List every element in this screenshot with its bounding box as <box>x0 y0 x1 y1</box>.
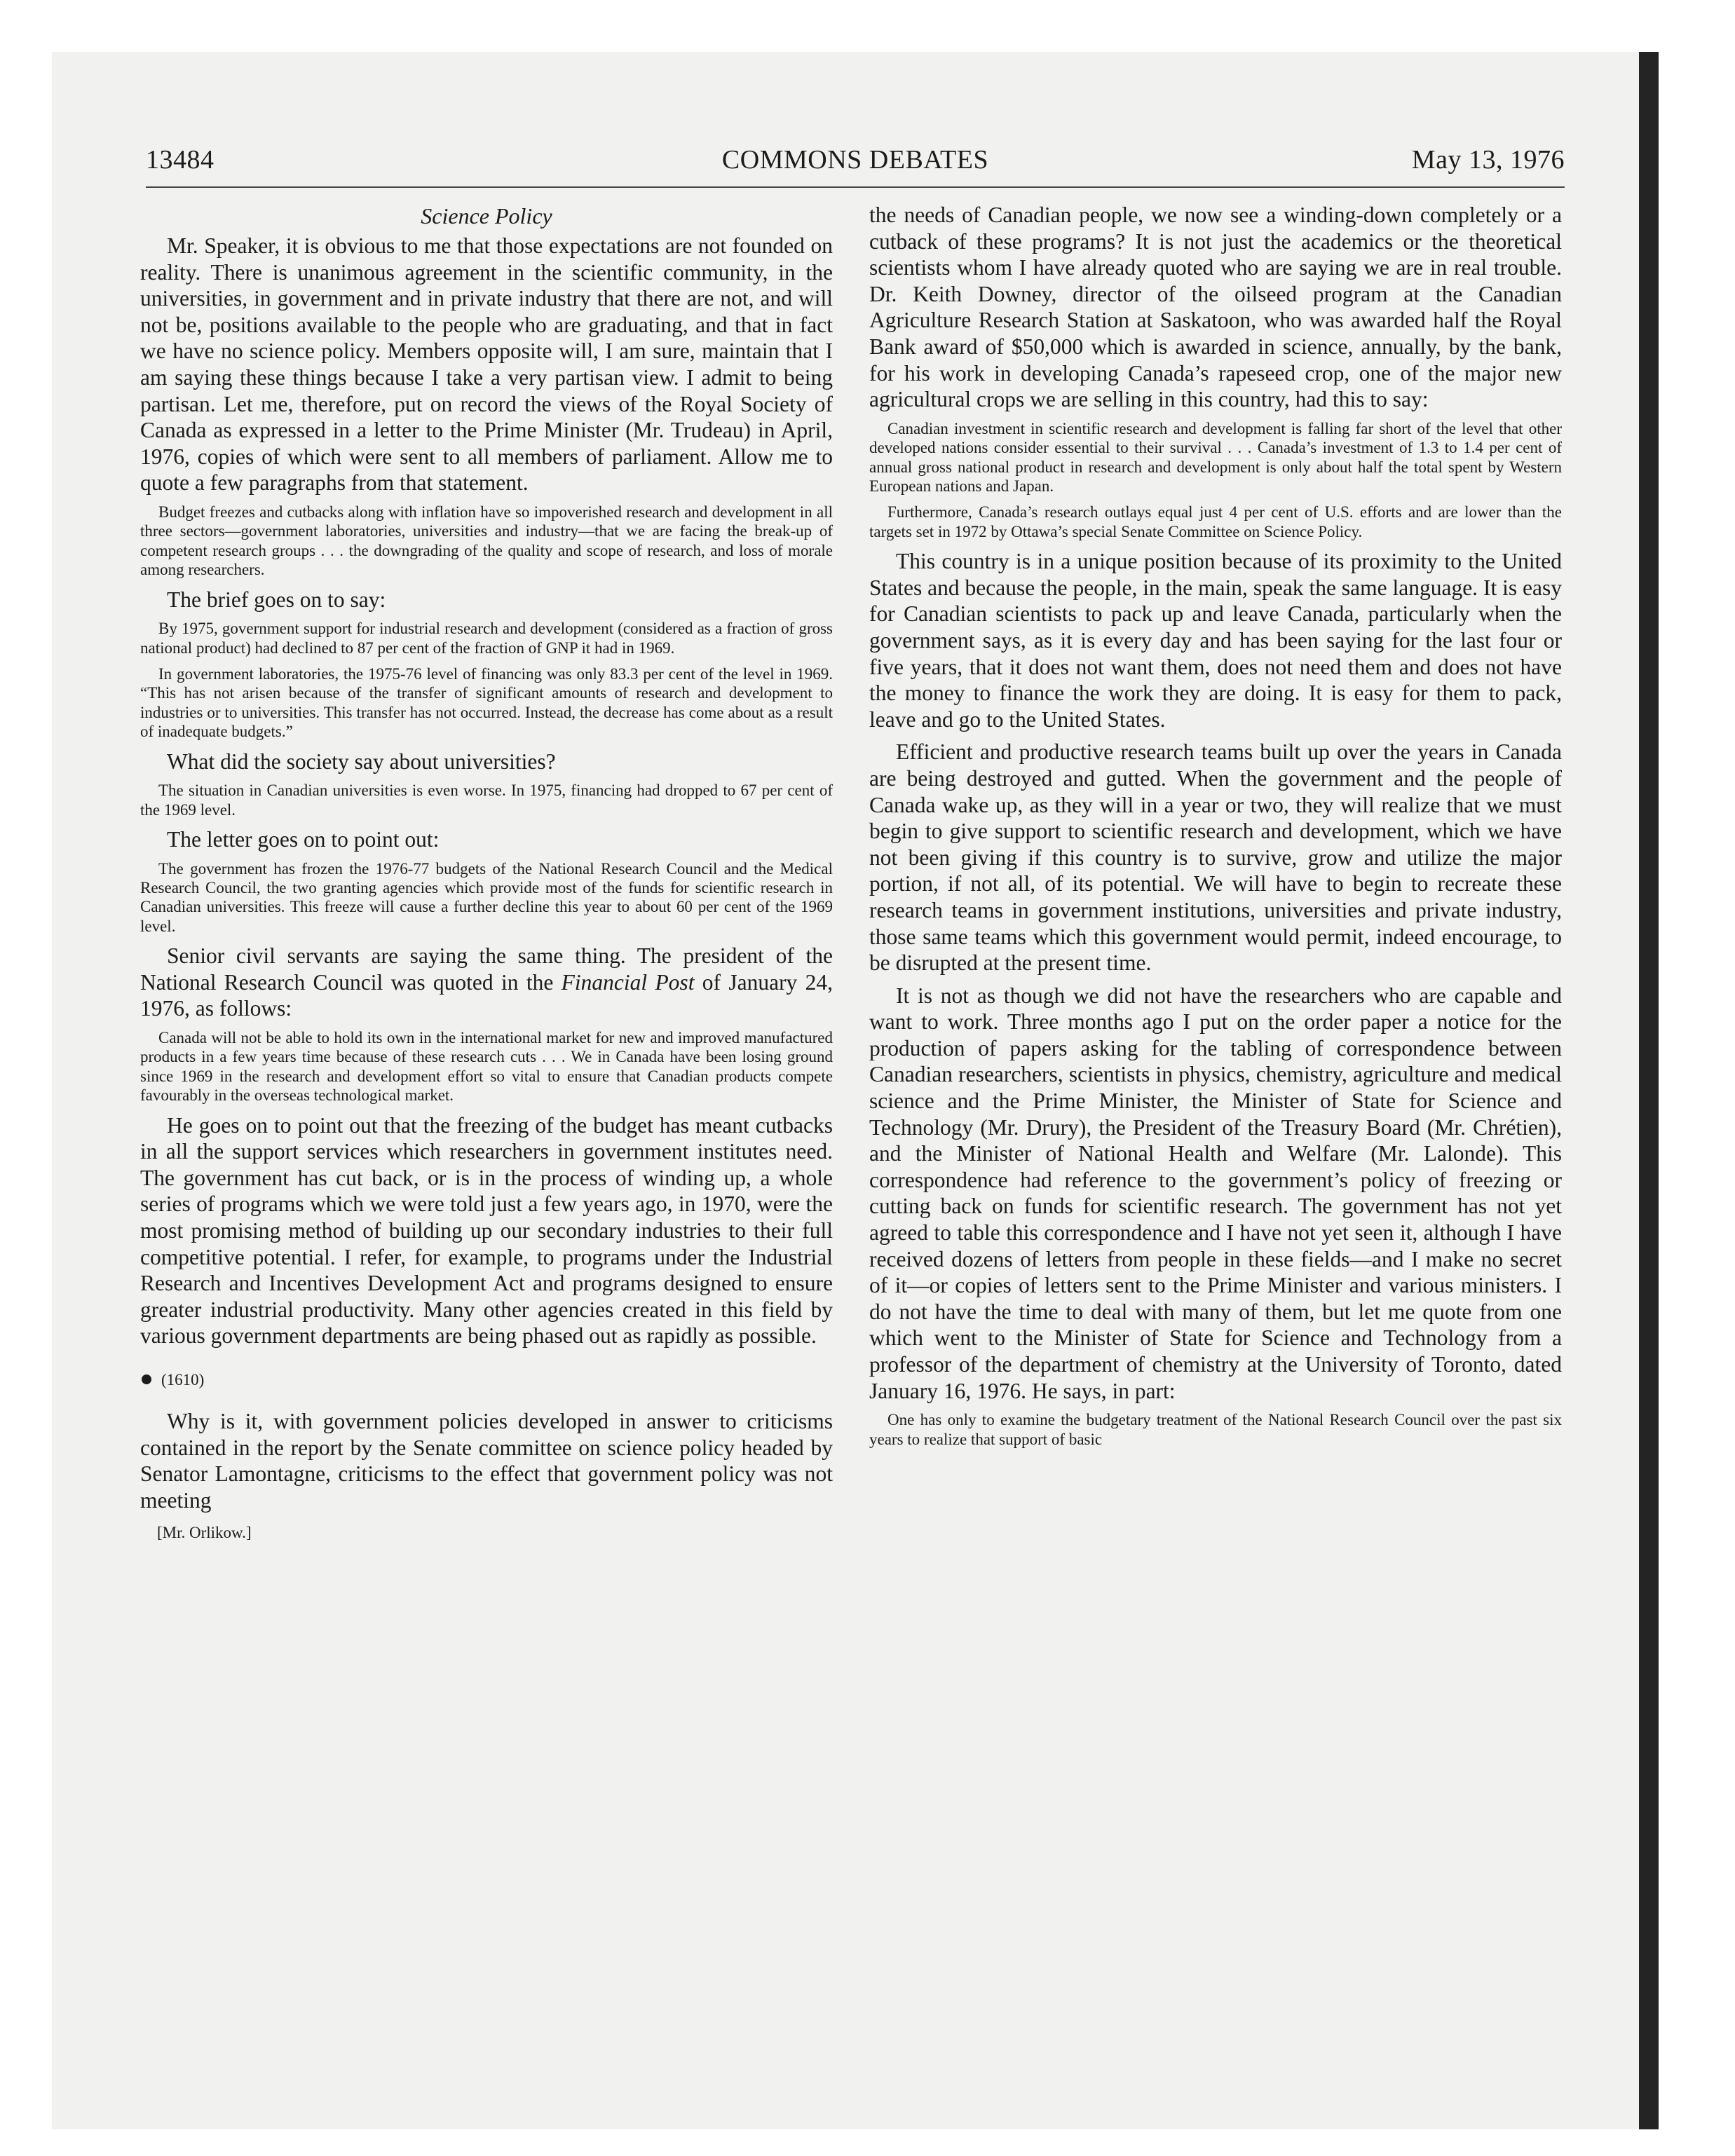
quoted-passage: One has only to examine the budgetary treatment of the National Research Council over the past six years to realize that support of basic <box>869 1411 1562 1448</box>
paragraph-text: Senior civil servants are saying the same thing. The president of the National Research Council was quoted in the <box>140 943 833 995</box>
speech-paragraph: This country is in a unique position because of its proximity to the United States and because the people, in the main, speak the same language. It is easy for Canadian scientists to pack up and leave Canada, particularly when the government says, as it is every day and has been saying for the last four or five years, that it does not want them, does not need them and does not have the money to finance the work they are doing. It is easy for them to pack, leave and go to the United States. <box>869 549 1562 732</box>
page-header <box>146 144 1565 188</box>
quoted-passage: The situation in Canadian universities is even worse. In 1975, financing had dropped to 67 per cent of the 1969 level. <box>140 782 833 819</box>
speech-paragraph: He goes on to point out that the freezing of the budget has meant cutbacks in all the support services which researchers in government institutes need. The government has cut back, or is in the process of winding up, a whole series of programs which we were told just a few years ago, in 1970, were the most promising method of building up our secondary industries to their full competitive potential. I refer, for example, to programs under the Industrial Research and Incentives Development Act and programs designed to ensure greater industrial productivity. Many other agencies created in this field by various government departments are being phased out as rapidly as possible. <box>140 1112 833 1349</box>
bullet-icon <box>142 1374 151 1384</box>
left-column <box>140 202 833 1543</box>
quoted-passage: The government has frozen the 1976-77 budgets of the National Research Council and the Medical Research Council, the two granting agencies which provide most of the funds for scientific research in Canadian universities. This freeze will cause a further decline this year to about 60 per cent of the 1969 level. <box>140 859 833 935</box>
publication-title: COMMONS DEBATES <box>721 145 989 175</box>
quoted-passage: By 1975, government support for industrial research and development (considered as a fraction of gross national product) had declined to 87 per cent of the fraction of GNP it had in 1969. <box>140 620 833 657</box>
quoted-passage: Canadian investment in scientific research and development is falling far short of the level that other developed nations consider essential to their survival . . . Canada’s investment of 1.3 to 1.4 per cent of annual gross national product in research and development is only about half the total spent by Western European nations and Japan. <box>869 419 1562 495</box>
speech-paragraph: Efficient and productive research teams built up over the years in Canada are being destroyed and gutted. When the government and the people of Canada wake up, as they will in a year or two, they will realize that we must begin to give support to scientific research and development, which we have not been giving if this country is to survive, grow and utilize the major portion, if not all, of its potential. We will have to begin to recreate these research teams in government institutions, universities and private industry, those same teams which this government would permit, indeed encourage, to be disrupted at the present time. <box>869 739 1562 976</box>
speech-paragraph: It is not as though we did not have the researchers who are capable and want to work. Three months ago I put on the order paper a notice for the production of papers asking for the tabling of correspondence between Canadian researchers, scientists in physics, chemistry, agriculture and medical science and the Prime Minister, the Minister of State for Science and Technology (Mr. Drury), the President of the Treasury Board (Mr. Chrétien), and the Minister of National Health and Welfare (Mr. Lalonde). This correspondence had reference to the government’s policy of freezing or cutting back on funds for scientific research. The government has not yet agreed to table this correspondence and I have not yet seen it, although I have received dozens of letters from people in these fields—and I make no secret of it—or copies of letters sent to the Prime Minister and various ministers. I do not have the time to deal with many of them, but let me quote from one which went to the Minister of State for Science and Technology from a professor of the department of chemistry at the University of Toronto, dated January 16, 1976. He says, in part: <box>869 983 1562 1403</box>
speech-paragraph: What did the society say about universities? <box>167 749 556 774</box>
section-heading: Science Policy <box>421 203 552 228</box>
speech-paragraph: The brief goes on to say: <box>167 587 386 612</box>
page-edge-shadow <box>1639 52 1659 2129</box>
speech-paragraph <box>140 943 833 1022</box>
publication-name: Financial Post <box>561 969 695 995</box>
time-marker <box>142 1370 833 1390</box>
speech-paragraph: Why is it, with government policies developed in answer to criticisms contained in the report by the Senate committee on science policy headed by Senator Lamontagne, criticisms to the effect that government policy was not meeting <box>140 1408 833 1513</box>
quoted-passage: Budget freezes and cutbacks along with inflation have so impoverished research and development in all three sectors—government laboratories, universities and industry—that we are facing the break-up of competent research groups . . . the downgrading of the quality and scope of research, and loss of morale among researchers. <box>140 503 833 579</box>
time-stamp: (1610) <box>161 1370 205 1389</box>
speech-paragraph: the needs of Canadian people, we now see a winding-down completely or a cutback of these programs? It is not just the academics or the theoretical scientists whom I have already quoted who are saying we are in real trouble. Dr. Keith Downey, director of the oilseed program at the Canadian Agriculture Research Station at Saskatoon, who was awarded half the Royal Bank award of $50,000 which is awarded in science, annually, by the bank, for his work in developing Canada’s rapeseed crop, one of the major new agricultural crops we are selling in this country, had this to say: <box>869 203 1562 412</box>
quoted-passage: In government laboratories, the 1975-76 level of financing was only 83.3 per cent of the level in 1969. “This has not arisen because of the transfer of significant amounts of research and development to industries or to universities. This transfer has not occurred. Instead, the decrease has come about as a result of inadequate budgets.” <box>140 664 833 741</box>
publication-date: May 13, 1976 <box>1411 145 1565 175</box>
speaker-attribution: [Mr. Orlikow.] <box>157 1524 252 1542</box>
paragraph-text: of January 24, 1976, as follows: <box>140 969 834 1021</box>
speech-paragraph: The letter goes on to point out: <box>167 827 440 852</box>
speech-paragraph: Mr. Speaker, it is obvious to me that those expectations are not founded on reality. There is unanimous agreement in the scientific community, in the universities, in government and in private industry that there are not, and will not be, positions available to the people who are graduating, and that in fact we have no science policy. Members opposite will, I am sure, maintain that I am saying these things because I take a very partisan view. I admit to being partisan. Let me, therefore, put on record the views of the Royal Society of Canada as expressed in a letter to the Prime Minister (Mr. Trudeau) in April, 1976, copies of which were sent to all members of parliament. Allow me to quote a few paragraphs from that statement. <box>140 233 833 496</box>
page-number: 13484 <box>146 145 215 175</box>
right-column <box>869 202 1562 1456</box>
quoted-passage: Canada will not be able to hold its own in the international market for new and improved manufactured products in a few years time because of these research cuts . . . We in Canada have been losing ground since 1969 in the research and development effort so vital to ensure that Canadian products compete favourably in the overseas technological market. <box>140 1029 833 1105</box>
quoted-passage: Furthermore, Canada’s research outlays equal just 4 per cent of U.S. efforts and are lower than the targets set in 1972 by Ottawa’s special Senate Committee on Science Policy. <box>869 503 1562 540</box>
